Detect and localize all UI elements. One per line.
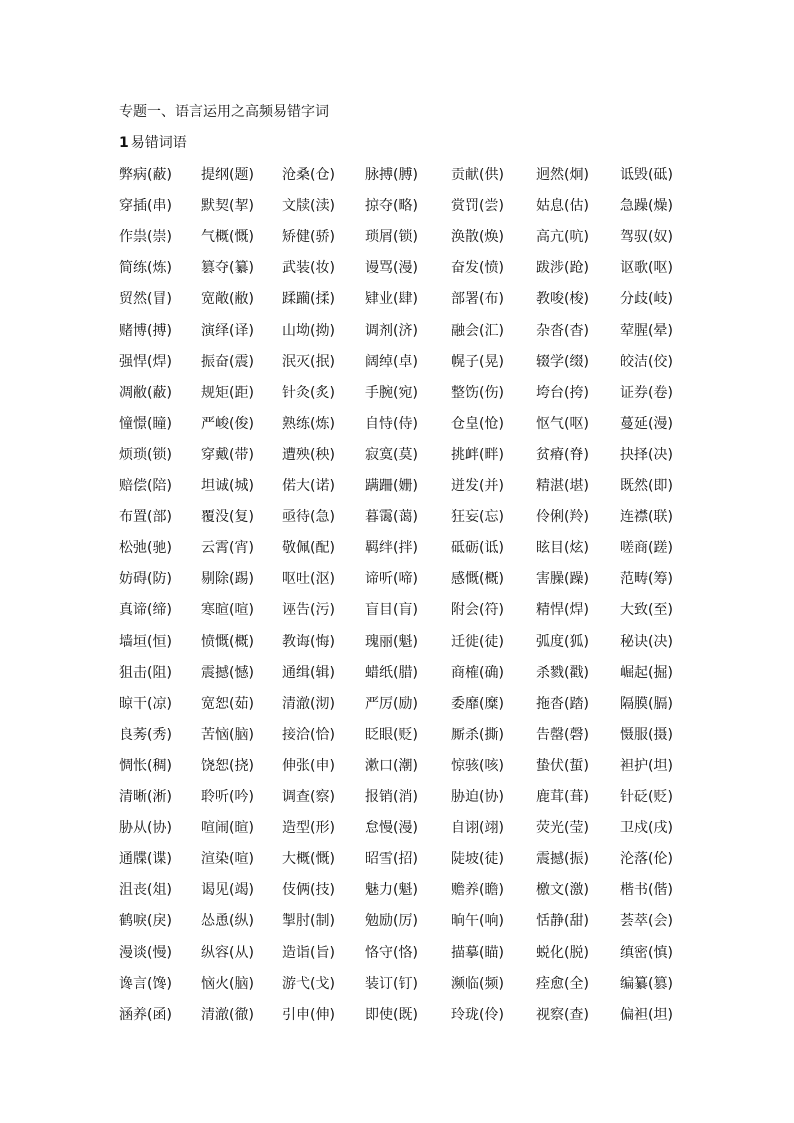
word-entry: 嗟商(蹉) <box>620 540 673 557</box>
word-entry: 偌大(诺) <box>282 478 335 494</box>
word-entry: 狂妄(忘) <box>451 509 504 526</box>
word-entry: 贡献(供) <box>451 167 504 183</box>
word-entry: 害臊(躁) <box>536 571 589 588</box>
word-entry: 自诩(翊) <box>451 820 504 837</box>
word-entry: 精悍(焊) <box>536 602 589 619</box>
word-entry: 檄文(激) <box>536 882 589 899</box>
word-entry: 针砭(贬) <box>620 789 673 805</box>
word-entry: 弧度(狐) <box>536 633 589 650</box>
word-entry: 游弋(戈) <box>282 975 335 992</box>
word-row <box>0 599 794 621</box>
word-entry: 伎俩(技) <box>282 882 335 899</box>
word-entry: 震撼(憾) <box>201 664 254 681</box>
word-entry: 坦诚(城) <box>201 478 254 494</box>
word-entry: 大概(慨) <box>282 851 335 868</box>
word-row <box>0 755 794 777</box>
word-entry: 卫戍(戌) <box>620 820 673 837</box>
word-entry: 伸张(申) <box>282 757 335 774</box>
word-entry: 饶恕(挠) <box>201 757 254 774</box>
word-entry: 盲目(肓) <box>365 602 418 619</box>
word-entry: 震撼(振) <box>536 851 589 868</box>
word-entry: 恬静(甜) <box>536 913 589 930</box>
word-row <box>0 475 794 497</box>
word-entry: 提纲(题) <box>201 167 254 183</box>
section-number: 1 <box>119 135 129 151</box>
word-entry: 装订(钉) <box>365 975 418 992</box>
word-entry: 蔓延(漫) <box>620 415 673 432</box>
word-entry: 赏罚(尝) <box>451 198 504 215</box>
word-entry: 亟待(急) <box>282 509 335 526</box>
word-entry: 赌博(搏) <box>119 322 172 339</box>
word-entry: 精湛(堪) <box>536 478 589 494</box>
word-entry: 贫瘠(脊) <box>536 446 589 463</box>
word-entry: 纵容(从) <box>201 944 254 961</box>
word-entry: 姑息(估) <box>536 198 589 215</box>
word-entry: 融会(汇) <box>451 322 504 339</box>
word-entry: 商榷(确) <box>451 664 504 681</box>
word-entry: 晾干(凉) <box>119 695 172 712</box>
word-entry: 痊愈(全) <box>536 975 589 992</box>
word-entry: 蜕化(脱) <box>536 944 589 961</box>
word-entry: 武装(妆) <box>282 260 335 277</box>
word-entry: 造诣(旨) <box>282 944 335 961</box>
word-entry: 通牒(谍) <box>119 851 172 868</box>
word-entry: 奋发(愤) <box>451 260 504 277</box>
word-entry: 穿插(串) <box>119 198 172 215</box>
word-entry: 急躁(燥) <box>620 198 673 215</box>
word-entry: 手腕(宛) <box>365 384 418 401</box>
word-entry: 寒暄(喧) <box>201 602 254 619</box>
word-row <box>0 848 794 870</box>
word-row <box>0 506 794 528</box>
word-entry: 部署(布) <box>451 291 504 308</box>
word-entry: 阔绰(卓) <box>365 353 418 370</box>
word-entry: 荟萃(会) <box>620 913 673 930</box>
word-entry: 贸然(冒) <box>119 291 172 308</box>
word-row <box>0 382 794 404</box>
word-entry: 拖沓(踏) <box>536 695 589 712</box>
word-entry: 接洽(恰) <box>282 726 335 743</box>
word-entry: 沮丧(俎) <box>119 882 172 899</box>
word-row <box>0 444 794 466</box>
word-entry: 脉搏(膊) <box>365 167 418 183</box>
word-entry: 砥砺(诋) <box>451 540 504 557</box>
word-entry: 晌午(响) <box>451 913 504 930</box>
word-entry: 肄业(肆) <box>365 291 418 308</box>
word-entry: 既然(即) <box>620 478 673 494</box>
word-entry: 赡养(瞻) <box>451 882 504 899</box>
word-entry: 泯灭(抿) <box>282 353 335 370</box>
word-entry: 迸发(并) <box>451 478 504 494</box>
word-entry: 辍学(缀) <box>536 353 589 370</box>
word-row <box>0 910 794 932</box>
word-entry: 感慨(概) <box>451 571 504 588</box>
word-entry: 沦落(伦) <box>620 851 673 868</box>
word-entry: 严厉(励) <box>365 695 418 712</box>
word-entry: 报销(消) <box>365 789 418 805</box>
word-entry: 呕吐(沤) <box>282 571 335 588</box>
word-entry: 袒护(坦) <box>620 757 673 774</box>
word-entry: 蜡纸(腊) <box>365 664 418 681</box>
word-entry: 大致(至) <box>620 602 673 619</box>
word-entry: 蹂躏(揉) <box>282 291 335 308</box>
word-row <box>0 786 794 808</box>
word-row <box>0 1004 794 1026</box>
word-row <box>0 257 794 279</box>
word-entry: 怂恿(纵) <box>201 913 254 930</box>
word-entry: 覆没(复) <box>201 509 254 526</box>
word-entry: 附会(符) <box>451 602 504 619</box>
word-entry: 通缉(辑) <box>282 664 335 681</box>
word-row <box>0 320 794 342</box>
word-row <box>0 879 794 901</box>
word-entry: 仓皇(怆) <box>451 415 504 432</box>
word-entry: 勉励(厉) <box>365 913 418 930</box>
word-entry: 强悍(焊) <box>119 353 172 370</box>
word-entry: 连襟(联) <box>620 509 673 526</box>
word-entry: 视察(查) <box>536 1006 589 1023</box>
word-entry: 篡夺(纂) <box>201 260 254 277</box>
word-entry: 玲珑(伶) <box>451 1006 504 1023</box>
word-entry: 宽敞(敝) <box>201 291 254 308</box>
word-entry: 胁从(协) <box>119 820 172 837</box>
word-entry: 聆听(吟) <box>201 789 254 805</box>
word-entry: 简练(炼) <box>119 260 172 277</box>
word-entry: 默契(挈) <box>201 198 254 215</box>
word-entry: 云霄(宵) <box>201 540 254 557</box>
word-entry: 跋涉(跄) <box>536 260 589 277</box>
word-entry: 怄气(呕) <box>536 415 589 432</box>
word-entry: 清澈(沏) <box>282 695 335 712</box>
word-entry: 松弛(驰) <box>119 540 172 557</box>
word-entry: 遭殃(秧) <box>282 446 335 463</box>
word-entry: 造型(形) <box>282 820 335 837</box>
section-title: 易错词语 <box>130 135 187 151</box>
word-entry: 调查(察) <box>282 789 335 805</box>
word-entry: 整饬(伤) <box>451 384 504 401</box>
word-entry: 崛起(掘) <box>620 664 673 681</box>
word-entry: 皎洁(佼) <box>620 353 673 370</box>
word-entry: 涵养(函) <box>119 1006 172 1023</box>
word-entry: 昭雪(招) <box>365 851 418 868</box>
word-entry: 魅力(魁) <box>365 882 418 899</box>
word-entry: 楷书(偕) <box>620 882 673 899</box>
word-entry: 宽恕(茹) <box>201 695 254 712</box>
word-entry: 秘诀(决) <box>620 633 673 650</box>
word-entry: 恪守(恪) <box>365 944 418 961</box>
word-entry: 清澈(徹) <box>201 1006 254 1023</box>
word-entry: 妨碍(防) <box>119 571 172 588</box>
word-entry: 隔膜(膈) <box>620 695 673 712</box>
word-entry: 琐屑(锁) <box>365 229 418 246</box>
word-entry: 谛听(啼) <box>365 571 418 588</box>
word-entry: 杀戮(戳) <box>536 664 589 681</box>
word-entry: 教唆(梭) <box>536 291 589 308</box>
word-entry: 眩目(炫) <box>536 540 589 557</box>
word-row <box>0 226 794 248</box>
word-entry: 弊病(蔽) <box>119 167 172 183</box>
word-entry: 良莠(秀) <box>119 726 172 743</box>
word-row <box>0 631 794 653</box>
word-entry: 剔除(踢) <box>201 571 254 588</box>
word-entry: 凋敝(蔽) <box>119 384 172 401</box>
word-entry: 熟练(炼) <box>282 415 335 432</box>
word-entry: 狙击(阻) <box>119 664 172 681</box>
word-entry: 羁绊(拌) <box>365 540 418 557</box>
word-entry: 谒见(竭) <box>201 882 254 899</box>
word-entry: 演绎(译) <box>201 322 254 339</box>
word-entry: 布置(部) <box>119 509 172 526</box>
word-entry: 委靡(糜) <box>451 695 504 712</box>
word-row <box>0 413 794 435</box>
word-row <box>0 817 794 839</box>
word-entry: 鹿茸(葺) <box>536 789 589 805</box>
word-entry: 即使(既) <box>365 1006 418 1023</box>
word-entry: 鹤唳(戾) <box>119 913 172 930</box>
word-entry: 敬佩(配) <box>282 540 335 557</box>
word-entry: 偏袒(坦) <box>620 1006 673 1023</box>
word-entry: 渲染(喧) <box>201 851 254 868</box>
word-entry: 高亢(吭) <box>536 229 589 246</box>
word-entry: 伶俐(羚) <box>536 509 589 526</box>
word-row <box>0 537 794 559</box>
word-row <box>0 693 794 715</box>
word-entry: 掠夺(略) <box>365 198 418 215</box>
word-row <box>0 288 794 310</box>
word-entry: 涣散(焕) <box>451 229 504 246</box>
word-row <box>0 568 794 590</box>
word-entry: 陡坡(徒) <box>451 851 504 868</box>
word-entry: 驾驭(奴) <box>620 229 673 246</box>
word-entry: 垮台(挎) <box>536 384 589 401</box>
word-entry: 惊骇(咳) <box>451 757 504 774</box>
word-entry: 讴歌(呕) <box>620 260 673 277</box>
word-row <box>0 973 794 995</box>
word-entry: 引申(伸) <box>282 1006 335 1023</box>
word-entry: 恼火(脑) <box>201 975 254 992</box>
word-entry: 谩骂(漫) <box>365 260 418 277</box>
word-entry: 分歧(岐) <box>620 291 673 308</box>
word-entry: 谗言(馋) <box>119 975 172 992</box>
word-row <box>0 195 794 217</box>
word-entry: 诋毁(砥) <box>620 167 673 183</box>
word-entry: 清晰(淅) <box>119 789 172 805</box>
word-entry: 编纂(篡) <box>620 975 673 992</box>
word-entry: 慑服(摄) <box>620 726 673 743</box>
word-entry: 诬告(污) <box>282 602 335 619</box>
word-entry: 憧憬(瞳) <box>119 415 172 432</box>
word-entry: 厮杀(撕) <box>451 726 504 743</box>
word-entry: 证券(卷) <box>620 384 673 401</box>
word-entry: 惆怅(稠) <box>119 757 172 774</box>
word-row <box>0 942 794 964</box>
word-entry: 迥然(炯) <box>536 167 589 183</box>
word-entry: 缜密(慎) <box>620 944 673 961</box>
word-entry: 墙垣(恒) <box>119 633 172 650</box>
document-title: 专题一、语言运用之高频易错字词 <box>119 104 329 120</box>
word-entry: 告罄(磬) <box>536 726 589 743</box>
word-row <box>0 662 794 684</box>
word-entry: 教诲(悔) <box>282 633 335 650</box>
word-entry: 气概(慨) <box>201 229 254 246</box>
word-entry: 振奋(震) <box>201 353 254 370</box>
word-entry: 寂寞(莫) <box>365 446 418 463</box>
word-entry: 烦琐(锁) <box>119 446 172 463</box>
word-entry: 挑衅(畔) <box>451 446 504 463</box>
word-entry: 漫谈(慢) <box>119 944 172 961</box>
word-row <box>0 351 794 373</box>
word-entry: 暮霭(蔼) <box>365 509 418 526</box>
word-entry: 描摹(瞄) <box>451 944 504 961</box>
word-entry: 范畴(筹) <box>620 571 673 588</box>
word-entry: 荤腥(晕) <box>620 322 673 339</box>
word-entry: 自恃(侍) <box>365 415 418 432</box>
word-entry: 幌子(晃) <box>451 353 504 370</box>
word-entry: 针灸(炙) <box>282 384 335 401</box>
word-entry: 濒临(频) <box>451 975 504 992</box>
word-entry: 胁迫(协) <box>451 789 504 805</box>
word-entry: 严峻(俊) <box>201 415 254 432</box>
word-entry: 眨眼(贬) <box>365 726 418 743</box>
word-entry: 荧光(莹) <box>536 820 589 837</box>
word-row <box>0 724 794 746</box>
word-entry: 作祟(崇) <box>119 229 172 246</box>
word-entry: 蹒跚(姗) <box>365 478 418 494</box>
word-entry: 杂沓(杳) <box>536 322 589 339</box>
word-entry: 掣肘(制) <box>282 913 335 930</box>
word-entry: 瑰丽(魁) <box>365 633 418 650</box>
word-entry: 调剂(济) <box>365 322 418 339</box>
word-entry: 怠慢(漫) <box>365 820 418 837</box>
word-entry: 山坳(拗) <box>282 322 335 339</box>
word-entry: 沧桑(仓) <box>282 167 335 183</box>
word-row <box>0 164 794 186</box>
word-entry: 矫健(骄) <box>282 229 335 246</box>
word-entry: 愤慨(概) <box>201 633 254 650</box>
word-entry: 抉择(决) <box>620 446 673 463</box>
word-entry: 文牍(渎) <box>282 198 335 215</box>
word-entry: 迁徙(徒) <box>451 633 504 650</box>
word-entry: 苦恼(脑) <box>201 726 254 743</box>
word-entry: 规矩(距) <box>201 384 254 401</box>
word-entry: 赔偿(陪) <box>119 478 172 494</box>
word-entry: 漱口(潮) <box>365 757 418 774</box>
word-entry: 喧闹(暄) <box>201 820 254 837</box>
word-entry: 蛰伏(蜇) <box>536 757 589 774</box>
word-entry: 真谛(缔) <box>119 602 172 619</box>
word-entry: 穿戴(带) <box>201 446 254 463</box>
